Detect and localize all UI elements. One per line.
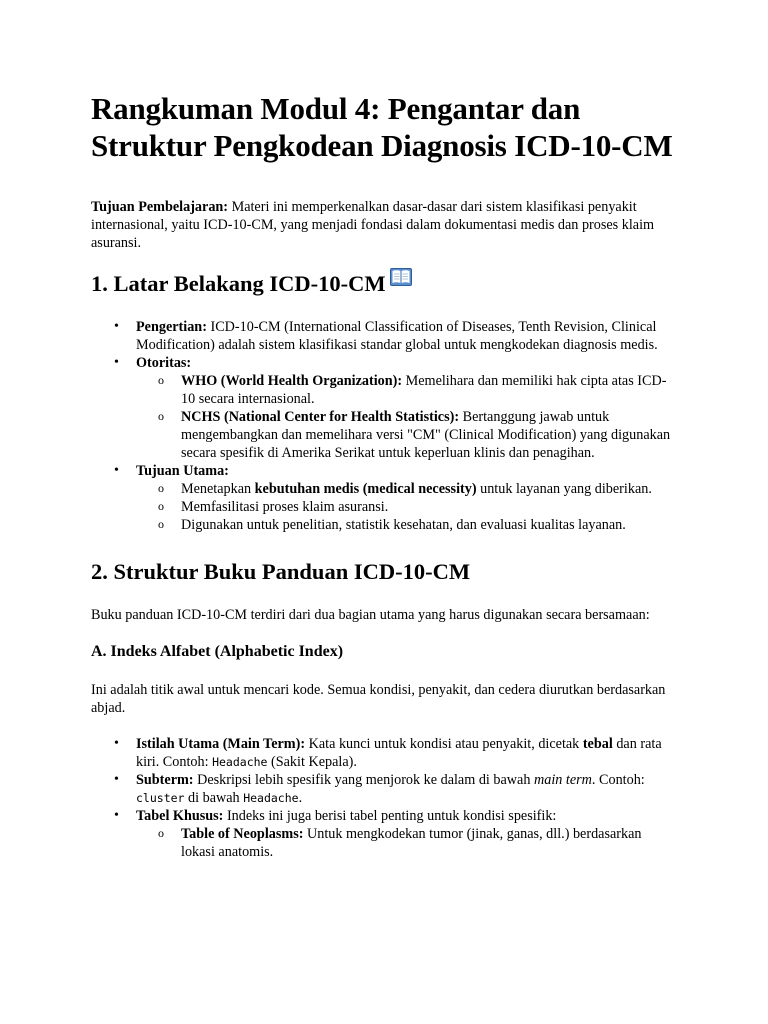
- main-term-post: (Sakit Kepala).: [267, 754, 357, 770]
- main-term-label: Istilah Utama (Main Term):: [136, 736, 306, 752]
- subsection-a-heading: A. Indeks Alfabet (Alphabetic Index): [91, 643, 344, 660]
- subsection-a-list: [91, 735, 678, 861]
- subterm-code-headache: Headache: [243, 791, 299, 805]
- section-1-list: [91, 318, 678, 534]
- list-item-tujuan-3: o Digunakan untuk penelitian, statistik kesehatan, dan evaluasi kualitas layanan.: [181, 516, 678, 534]
- tujuan-1-bold: kebutuhan medis (medical necessity): [254, 481, 477, 497]
- intro-paragraph: [91, 198, 678, 252]
- section-1-heading-text: 1. Latar Belakang ICD-10-CM: [91, 271, 386, 296]
- otoritas-label: Otoritas:: [136, 355, 192, 371]
- subterm-pre: Deskripsi lebih spesifik yang menjorok ke dalam di bawah: [193, 772, 534, 788]
- nchs-text: Bertanggung jawab untuk mengembangkan dan memelihara versi "CM" (Clinical Modification) yang digunakan secara spesifik di Amerika Serikat untuk keperluan klinis dan penagihan.: [181, 409, 671, 461]
- tujuan-sublist: [136, 480, 678, 534]
- subterm-italic: main term: [533, 772, 592, 788]
- otoritas-sublist: [136, 372, 678, 462]
- tabel-sublist: [136, 825, 678, 861]
- subterm-mid2: di bawah: [184, 790, 244, 806]
- subterm-label: Subterm:: [136, 772, 194, 788]
- main-term-mid: dan rata kiri. Contoh:: [136, 736, 662, 770]
- main-term-pre: Kata kunci untuk kondisi atau penyakit, dicetak: [305, 736, 583, 752]
- neoplasm-text: Untuk mengkodekan tumor (jinak, ganas, dll.) berdasarkan lokasi anatomis.: [181, 826, 642, 860]
- list-item-neoplasms: [181, 825, 678, 861]
- pengertian-text: ICD-10-CM (International Classification of Diseases, Tenth Revision, Clinical Modification) adalah sistem klasifikasi standar global untuk mengkodekan diagnosis medis.: [136, 319, 658, 353]
- who-text: Memelihara dan memiliki hak cipta atas ICD-10 secara internasional.: [181, 373, 667, 407]
- intro-text: Materi ini memperkenalkan dasar-dasar dari sistem klasifikasi penyakit internasional, yaitu ICD-10-CM, yang menjadi fondasi dalam dokumentasi medis dan proses klaim asuransi.: [91, 199, 655, 251]
- pengertian-label: Pengertian:: [136, 319, 207, 335]
- page-title: Rangkuman Modul 4: Pengantar dan Struktur Pengkodean Diagnosis ICD-10-CM: [91, 91, 673, 163]
- subterm-code-cluster: cluster: [136, 791, 185, 805]
- list-item-pengertian: [136, 318, 678, 354]
- tujuan-1-pre: Menetapkan: [181, 481, 255, 497]
- list-item-tabel-khusus: [136, 807, 678, 861]
- tabel-text: Indeks ini juga berisi tabel penting untuk kondisi spesifik:: [223, 808, 557, 824]
- subsection-a-text: Ini adalah titik awal untuk mencari kode. Semua kondisi, penyakit, dan cedera diurutkan berdasarkan abjad.: [91, 682, 666, 716]
- list-item-tujuan-2: o Memfasilitasi proses klaim asuransi.: [181, 498, 678, 516]
- subterm-mid: . Contoh:: [591, 772, 645, 788]
- list-item-otoritas: [136, 354, 678, 462]
- intro-label: Tujuan Pembelajaran:: [91, 199, 229, 215]
- list-item-nchs: [181, 408, 678, 462]
- section-1-heading: [91, 270, 678, 298]
- list-item-who: [181, 372, 678, 408]
- main-term-bold: tebal: [582, 736, 613, 752]
- open-book-icon: [390, 268, 412, 286]
- tujuan-1-post: untuk layanan yang diberikan.: [476, 481, 652, 497]
- main-term-code: Headache: [212, 755, 268, 769]
- who-label: WHO (World Health Organization):: [181, 373, 403, 389]
- tabel-label: Tabel Khusus:: [136, 808, 224, 824]
- section-2-heading: 2. Struktur Buku Panduan ICD-10-CM: [91, 559, 471, 584]
- list-item-main-term: [136, 735, 678, 771]
- list-item-tujuan-1: [181, 480, 678, 498]
- tujuan-label: Tujuan Utama:: [136, 463, 229, 479]
- nchs-label: NCHS (National Center for Health Statistics):: [181, 409, 460, 425]
- list-item-subterm: [136, 771, 678, 807]
- subterm-post: .: [298, 790, 303, 806]
- list-item-tujuan: [136, 462, 678, 534]
- neoplasm-label: Table of Neoplasms:: [181, 826, 304, 842]
- section-2-intro: Buku panduan ICD-10-CM terdiri dari dua bagian utama yang harus digunakan secara bersamaan:: [91, 607, 650, 623]
